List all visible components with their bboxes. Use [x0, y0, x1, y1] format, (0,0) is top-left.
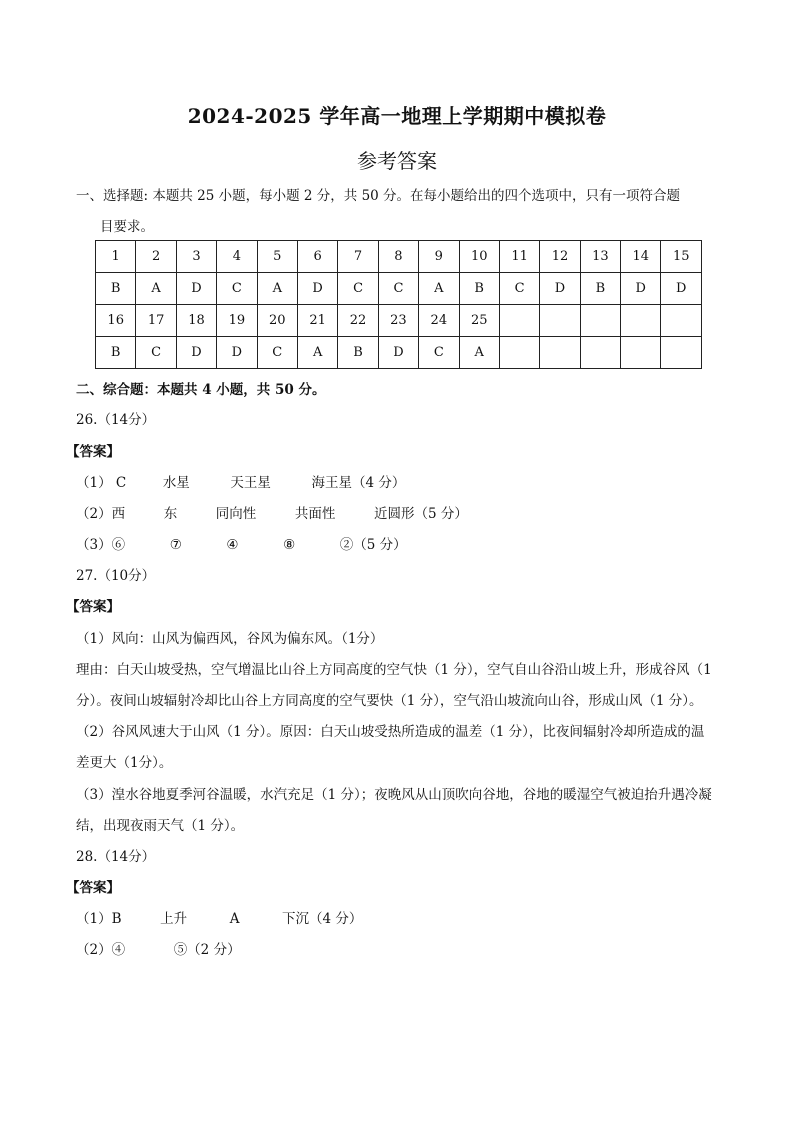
q27-paragraph-3b: 差更大（1分）。 — [76, 755, 173, 771]
question-number-cell: 22 — [338, 305, 378, 337]
question-number-cell: 17 — [136, 305, 176, 337]
answer-letter-cell — [540, 337, 580, 369]
q27-paragraph-4a: （3）湟水谷地夏季河谷温暖，水汽充足（1 分）；夜晚风从山顶吹向谷地，谷地的暖湿空气被迫抬升遇冷凝 — [76, 787, 712, 803]
q26-l3-item: ⑦ — [169, 537, 182, 553]
answer-table-row — [96, 305, 702, 337]
answer-letter-cell: D — [176, 273, 216, 305]
answer-letter-cell: C — [136, 337, 176, 369]
question-number-cell: 10 — [459, 241, 499, 273]
question-number-cell: 18 — [176, 305, 216, 337]
answer-letter-cell: C — [378, 273, 418, 305]
answer-letter-cell: A — [459, 337, 499, 369]
question-number-cell: 24 — [419, 305, 459, 337]
answer-letter-cell: D — [540, 273, 580, 305]
answer-letter-cell: D — [297, 273, 337, 305]
question-number-cell — [580, 305, 620, 337]
answer-letter-cell: B — [96, 273, 136, 305]
q26-answer-label: 【答案】 — [66, 444, 120, 460]
question-number-cell: 1 — [96, 241, 136, 273]
q26-l2-item: 东 — [163, 506, 178, 522]
question-number-cell: 25 — [459, 305, 499, 337]
answer-letter-cell: B — [96, 337, 136, 369]
answer-letter-cell: C — [419, 337, 459, 369]
question-number-cell: 20 — [257, 305, 297, 337]
q27-paragraph-2b: 分）。夜间山坡辐射冷却比山谷上方同高度的空气要快（1 分），空气沿山坡流向山谷，形成山风（1 分）。 — [76, 693, 703, 709]
question-number-cell: 4 — [217, 241, 257, 273]
answer-letter-cell: C — [217, 273, 257, 305]
answer-letter-cell — [621, 337, 661, 369]
multiple-choice-answer-table — [95, 240, 702, 369]
q26-line1 — [76, 471, 405, 491]
q27-paragraph-1: （1）风向：山风为偏西风，谷风为偏东风。（1分） — [76, 631, 384, 647]
question-number-cell — [499, 305, 539, 337]
q28-l1-item: 上升 — [160, 911, 188, 927]
q26-l1-item: 水星 — [162, 475, 190, 491]
q26-header: 26.（14分） — [76, 412, 156, 428]
q27-paragraph-3a: （2）谷风风速大于山风（1 分）。原因：白天山坡受热所造成的温差（1 分），比夜间辐射冷却所造成的温 — [76, 724, 705, 740]
q27-paragraph-4b: 结，出现夜雨天气（1 分）。 — [76, 818, 245, 834]
q26-line2 — [76, 502, 468, 522]
question-number-cell: 7 — [338, 241, 378, 273]
question-number-cell: 9 — [419, 241, 459, 273]
question-number-cell — [621, 305, 661, 337]
page-subtitle: 参考答案 — [357, 149, 437, 173]
q26-l2-item: 近圆形（5 分） — [373, 506, 468, 522]
q28-answer-label: 【答案】 — [66, 880, 120, 896]
q26-l2-item: 共面性 — [294, 506, 336, 522]
question-number-cell: 6 — [297, 241, 337, 273]
question-number-cell: 15 — [661, 241, 702, 273]
answer-letter-cell: D — [621, 273, 661, 305]
question-number-cell: 3 — [176, 241, 216, 273]
q26-l2-item: 同向性 — [215, 506, 257, 522]
answer-letter-cell: C — [338, 273, 378, 305]
answer-table-row — [96, 273, 702, 305]
question-number-cell: 14 — [621, 241, 661, 273]
question-number-cell: 8 — [378, 241, 418, 273]
question-number-cell: 13 — [580, 241, 620, 273]
answer-letter-cell: C — [499, 273, 539, 305]
q27-paragraph-2a: 理由：白天山坡受热，空气增温比山谷上方同高度的空气快（1 分），空气自山谷沿山坡上升，形成谷风（1 — [76, 662, 712, 678]
answer-letter-cell: B — [580, 273, 620, 305]
q28-line2 — [76, 938, 241, 958]
page-title: 2024-2025 学年高一地理上学期期中模拟卷 — [187, 104, 607, 128]
answer-letter-cell — [580, 337, 620, 369]
answer-letter-cell — [661, 337, 702, 369]
q26-l3-item: ⑧ — [283, 537, 296, 553]
part1-intro-line1: 一、选择题: 本题共 25 小题，每小题 2 分，共 50 分。在每小题给出的四个选项中，只有一项符合题 — [76, 188, 681, 204]
q26-l3-item: ②（5 分） — [339, 537, 407, 553]
answer-letter-cell: B — [459, 273, 499, 305]
q28-l1-item: （1）B — [76, 911, 122, 927]
question-number-cell — [540, 305, 580, 337]
question-number-cell: 16 — [96, 305, 136, 337]
answer-table-row — [96, 241, 702, 273]
question-number-cell: 5 — [257, 241, 297, 273]
question-number-cell — [661, 305, 702, 337]
answer-table-row — [96, 337, 702, 369]
answer-letter-cell: A — [136, 273, 176, 305]
question-number-cell: 19 — [217, 305, 257, 337]
q26-l1-item: （1） C — [76, 475, 127, 491]
q26-l1-item: 天王星 — [230, 475, 271, 491]
answer-letter-cell: D — [217, 337, 257, 369]
q26-line3 — [76, 533, 407, 553]
q27-answer-label: 【答案】 — [66, 599, 120, 615]
part1-intro-line2: 目要求。 — [100, 219, 154, 235]
q28-l2-item: （2）④ — [76, 942, 126, 958]
answer-letter-cell: A — [257, 273, 297, 305]
question-number-cell: 21 — [297, 305, 337, 337]
q28-l1-item: A — [229, 911, 240, 927]
q28-header: 28.（14分） — [76, 849, 156, 865]
q26-l3-item: ④ — [226, 537, 239, 553]
q28-l1-item: 下沉（4 分） — [282, 911, 363, 927]
q28-l2-item: ⑤（2 分） — [173, 942, 241, 958]
answer-letter-cell: D — [661, 273, 702, 305]
answer-letter-cell — [499, 337, 539, 369]
q26-l3-item: （3）⑥ — [76, 537, 126, 553]
q26-l1-item: 海王星（4 分） — [311, 475, 406, 491]
question-number-cell: 11 — [499, 241, 539, 273]
q27-header: 27.（10分） — [76, 568, 156, 584]
answer-letter-cell: A — [297, 337, 337, 369]
q26-l2-item: （2）西 — [76, 506, 126, 522]
answer-letter-cell: B — [338, 337, 378, 369]
question-number-cell: 2 — [136, 241, 176, 273]
answer-letter-cell: C — [257, 337, 297, 369]
question-number-cell: 23 — [378, 305, 418, 337]
answer-letter-cell: D — [176, 337, 216, 369]
answer-letter-cell: A — [419, 273, 459, 305]
answer-letter-cell: D — [378, 337, 418, 369]
q28-line1 — [76, 907, 362, 927]
part2-intro: 二、综合题：本题共 4 小题，共 50 分。 — [76, 382, 326, 398]
question-number-cell: 12 — [540, 241, 580, 273]
